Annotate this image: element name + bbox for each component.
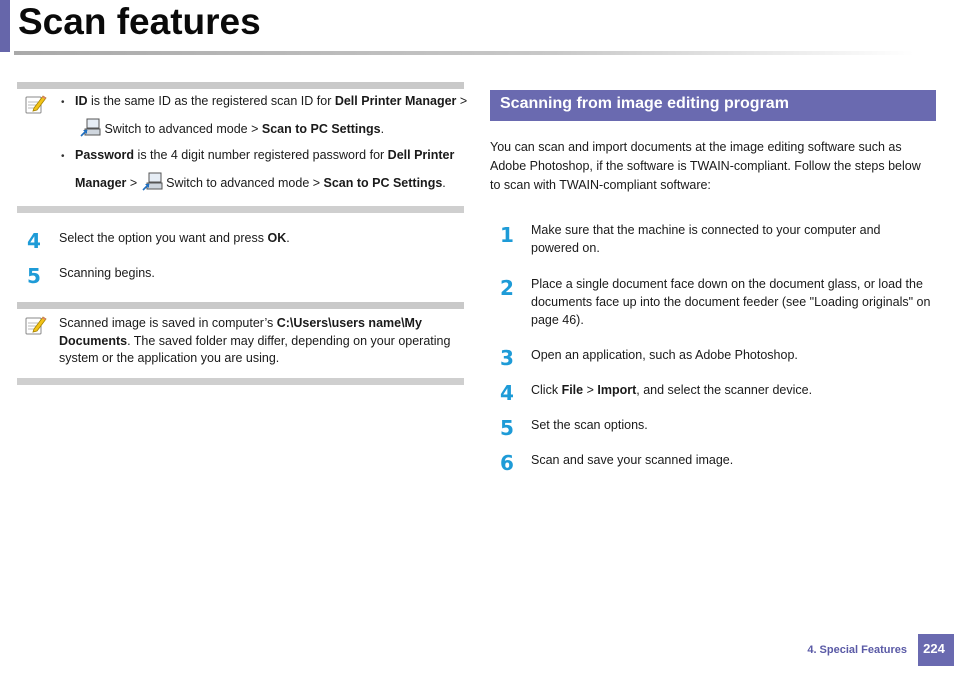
- separator: >: [456, 94, 468, 108]
- step-text: Open an application, such as Adobe Photoshop.: [531, 348, 798, 362]
- note1-bullet2-line2: [75, 172, 446, 192]
- separator: >: [583, 383, 598, 397]
- period: .: [442, 176, 446, 190]
- note2-line1: [59, 316, 422, 330]
- dell-printer-label: Dell Printer: [387, 148, 455, 162]
- note2-bottom-bar: [17, 378, 464, 385]
- dell-printer-manager-label: Dell Printer Manager: [334, 94, 457, 108]
- switch-advanced-mode-icon: [141, 172, 163, 192]
- step-number: 4: [500, 381, 514, 405]
- title-accent-bar: [0, 0, 10, 52]
- page-title: Scan features: [18, 1, 261, 42]
- step-text: [59, 229, 290, 247]
- step-text: Set the scan options.: [531, 418, 648, 432]
- ok-label: OK: [267, 231, 287, 245]
- note1-bullet2-line1: [75, 148, 454, 162]
- note1-bottom-bar: [17, 206, 464, 213]
- step-text: Scanning begins.: [59, 266, 155, 280]
- step-number: 4: [27, 229, 41, 253]
- note2-text-b: . The saved folder may differ, depending on your operating: [127, 334, 451, 348]
- note1-top-bar: [17, 82, 464, 89]
- switch-mode-text: Switch to advanced mode >: [101, 122, 262, 136]
- password-text: is the 4 digit number registered password for: [134, 148, 388, 162]
- step-text: [531, 381, 812, 399]
- note2-top-bar: [17, 302, 464, 309]
- step-text-a: Click: [531, 383, 562, 397]
- section-title: Scanning from image editing program: [500, 95, 789, 112]
- step-number: 2: [500, 276, 514, 300]
- import-label: Import: [597, 383, 637, 397]
- step-text-b: , and select the scanner device.: [636, 383, 813, 397]
- step-number: 3: [500, 346, 514, 370]
- separator: >: [126, 176, 141, 190]
- documents-label: Documents: [59, 334, 128, 348]
- title-rule: [14, 51, 914, 55]
- note2-line3: system or the application you are using.: [59, 351, 280, 365]
- step-number: 5: [27, 264, 41, 288]
- footer-chapter-label: 4. Special Features: [807, 644, 907, 656]
- id-label: ID: [75, 94, 88, 108]
- file-label: File: [561, 383, 584, 397]
- intro-line-1: You can scan and import documents at the image editing software such as: [490, 140, 902, 154]
- intro-line-3: to scan with TWAIN-compliant software:: [490, 178, 711, 192]
- step-number: 5: [500, 416, 514, 440]
- pencil-note-icon: [25, 314, 47, 336]
- scan-to-pc-settings-label: Scan to PC Settings: [323, 176, 443, 190]
- note1-bullet1-line1: [75, 94, 467, 108]
- step-text: powered on.: [531, 241, 600, 255]
- save-path-label: C:\Users\users name\My: [276, 316, 422, 330]
- step-text: Place a single document face down on the document glass, or load the: [531, 277, 923, 291]
- step-text: documents face up into the document feeder (see "Loading originals" on: [531, 295, 931, 309]
- step-text: page 46).: [531, 313, 584, 327]
- bullet-dot: •: [61, 97, 65, 108]
- note1-bullet1-line2: [79, 118, 384, 138]
- page-number: 224: [923, 641, 945, 656]
- switch-mode-text: Switch to advanced mode >: [162, 176, 324, 190]
- id-text: is the same ID as the registered scan ID for: [87, 94, 335, 108]
- note2-line2: [59, 334, 450, 348]
- note2-text-a: Scanned image is saved in computer’s: [59, 316, 277, 330]
- step-number: 6: [500, 451, 514, 475]
- password-label: Password: [75, 148, 135, 162]
- pencil-note-icon: [25, 93, 47, 115]
- manager-label: Manager: [75, 176, 127, 190]
- period: .: [286, 231, 290, 245]
- bullet-dot: •: [61, 151, 65, 162]
- intro-line-2: Adobe Photoshop, if the software is TWAIN-compliant. Follow the steps below: [490, 159, 921, 173]
- scan-to-pc-settings-label: Scan to PC Settings: [261, 122, 381, 136]
- switch-advanced-mode-icon: [79, 118, 101, 138]
- step-text-a: Select the option you want and press: [59, 231, 268, 245]
- period: .: [380, 122, 385, 136]
- step-number: 1: [500, 223, 514, 247]
- step-text: Make sure that the machine is connected to your computer and: [531, 223, 881, 237]
- step-text: Scan and save your scanned image.: [531, 453, 734, 467]
